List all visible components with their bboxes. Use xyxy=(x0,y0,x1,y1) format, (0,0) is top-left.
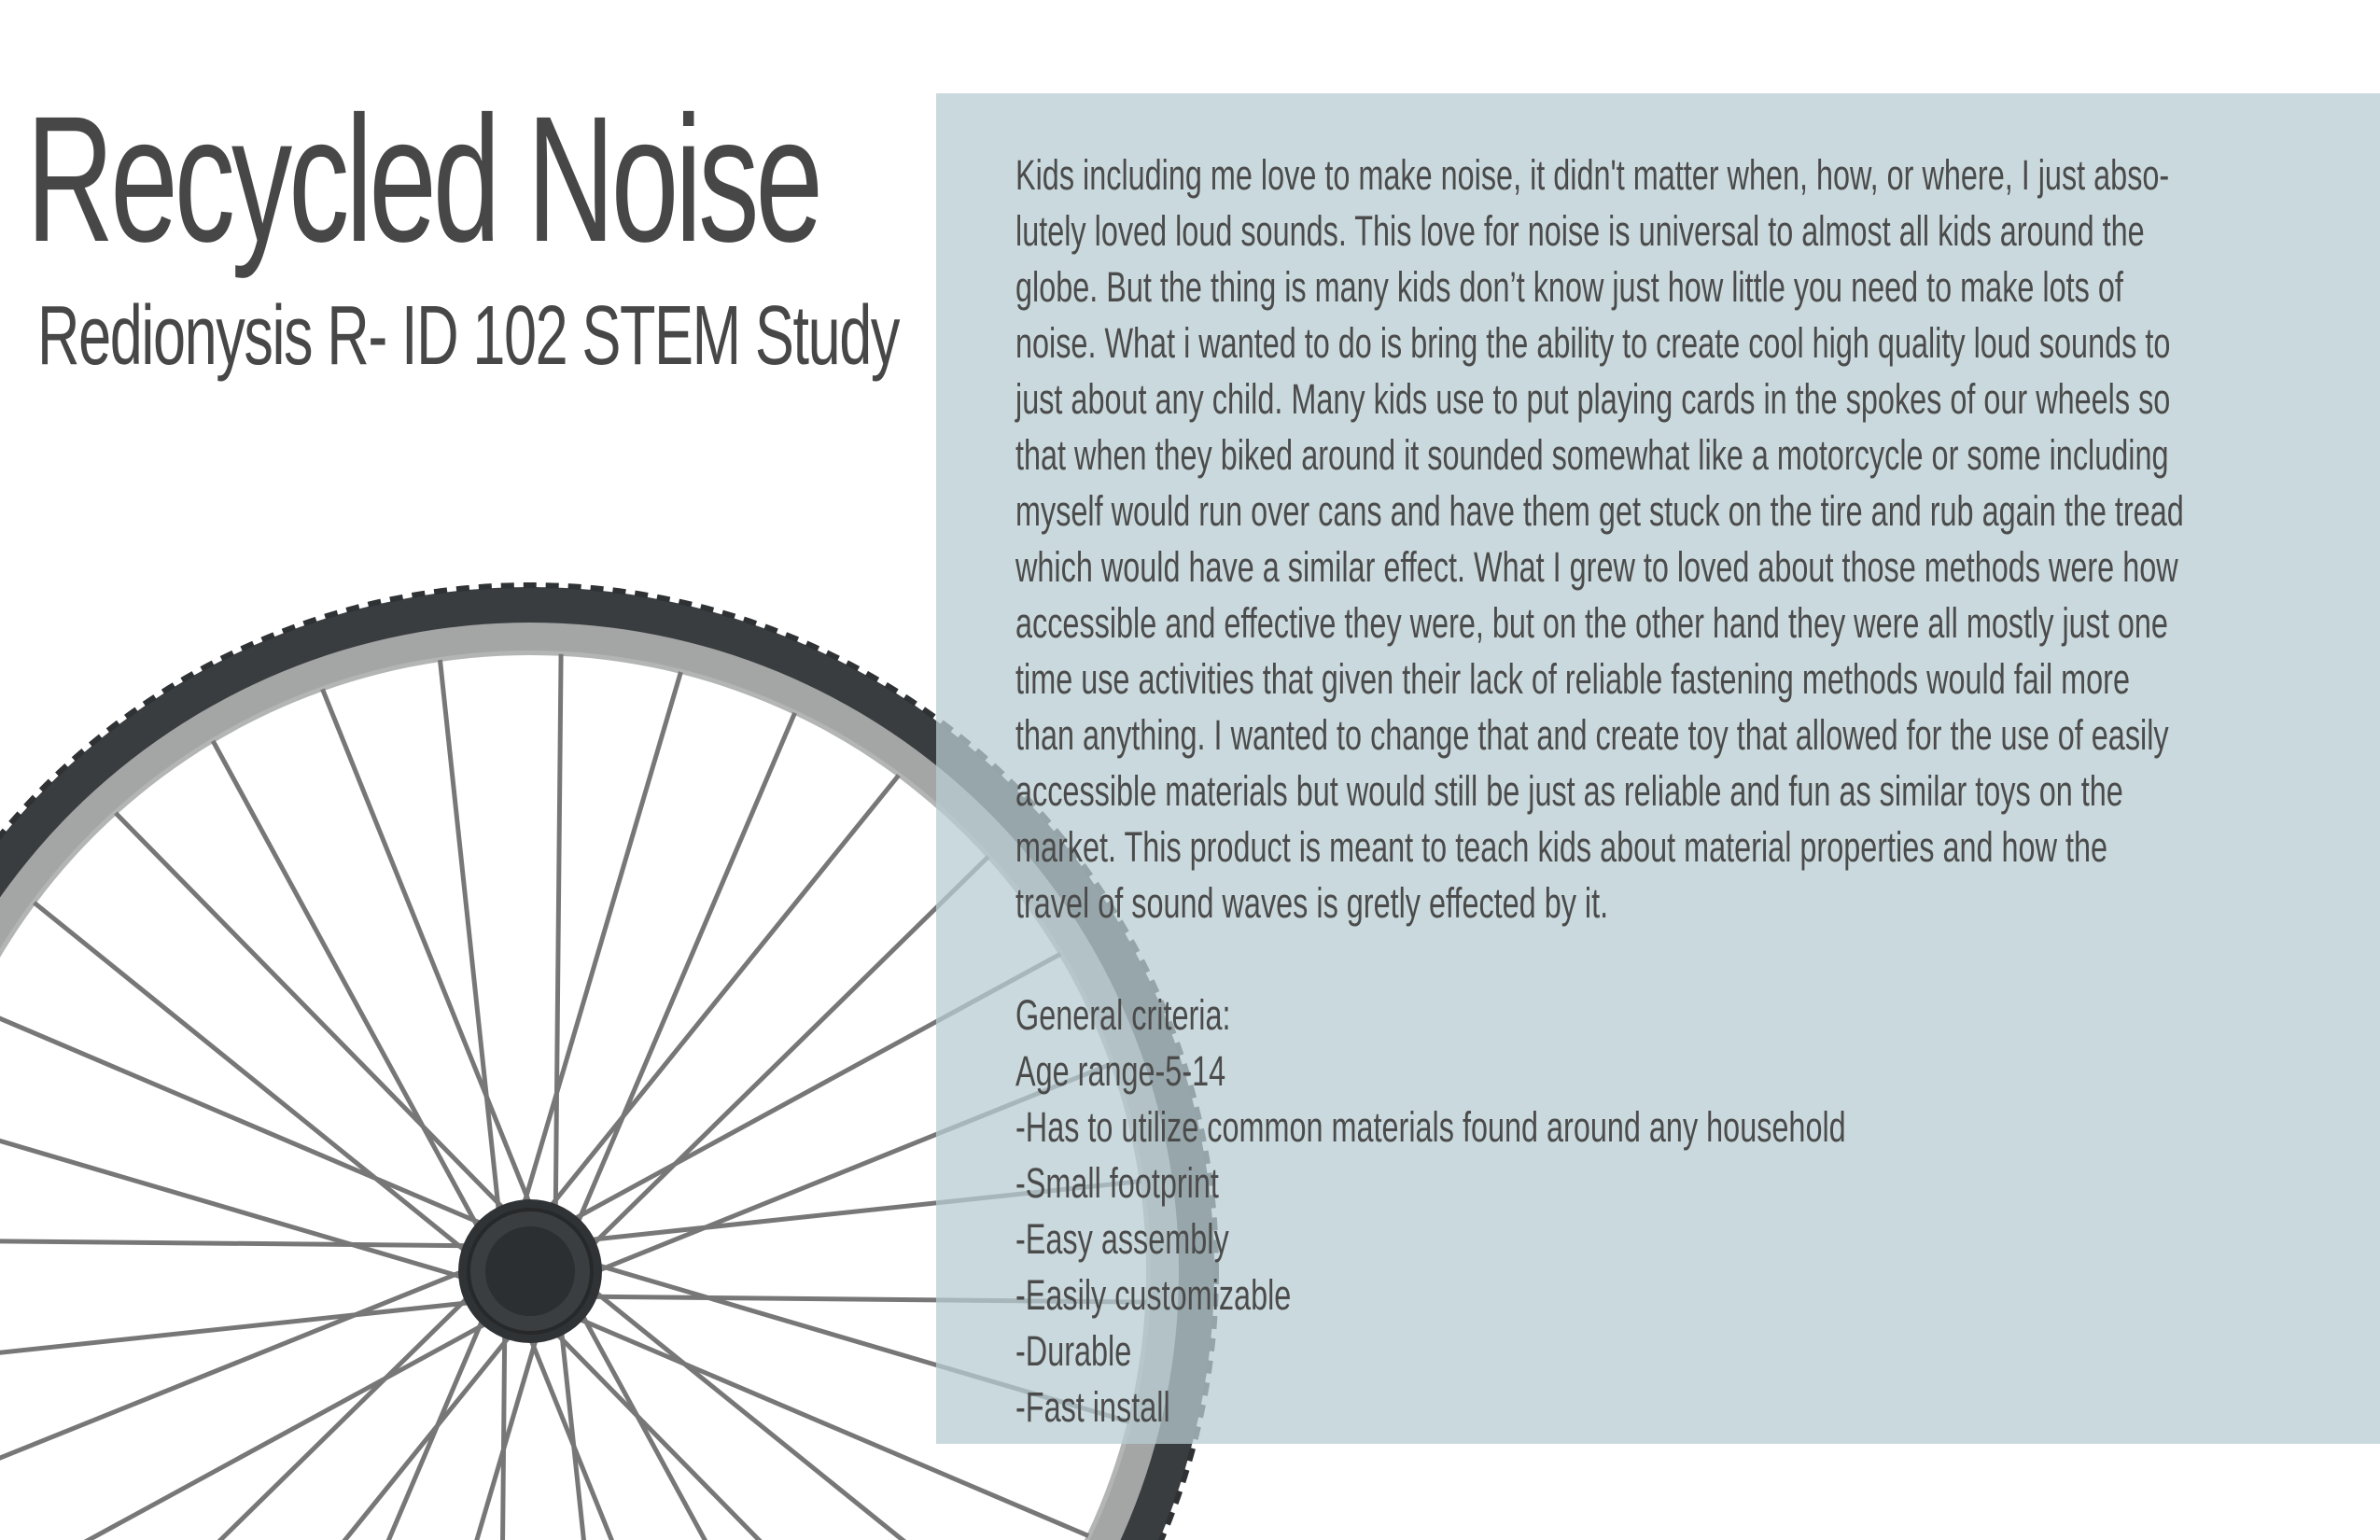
body-line: myself would run over cans and have them get stuck on the tire and rub again the tread xyxy=(1015,487,2184,535)
body-line: that when they biked around it sounded somewhat like a motorcycle or some including xyxy=(1015,431,2169,479)
panel-text xyxy=(1015,147,2184,1435)
body-line: just about any child. Many kids use to put playing cards in the spokes of our wheels so xyxy=(1015,375,2171,423)
criteria-item: -Easily customizable xyxy=(1015,1271,1292,1319)
description-body xyxy=(1015,147,2184,931)
criteria-item: -Has to utilize common materials found around any household xyxy=(1015,1103,1846,1151)
body-line: than anything. I wanted to change that and create toy that allowed for the use of easily xyxy=(1015,711,2169,759)
body-line: noise. What i wanted to do is bring the ability to create cool high quality loud sounds to xyxy=(1015,319,2171,367)
body-line: lutely loved loud sounds. This love for noise is universal to almost all kids around the xyxy=(1015,207,2145,255)
page-title: Recycled Noise xyxy=(26,78,819,279)
criteria-list xyxy=(1015,987,1998,1435)
page-subtitle: Redionysis R- ID 102 STEM Study xyxy=(37,289,899,383)
body-line: Kids including me love to make noise, it didn't matter when, how, or where, I just abso- xyxy=(1015,151,2170,199)
body-line: time use activities that given their lack of reliable fastening methods would fail more xyxy=(1015,655,2130,703)
criteria-item: Age range-5-14 xyxy=(1015,1047,1226,1095)
body-line: accessible and effective they were, but on the other hand they were all mostly just one xyxy=(1015,599,2168,647)
body-line: globe. But the thing is many kids don’t know just how little you need to make lots of xyxy=(1015,263,2123,311)
criteria-item: -Easy assembly xyxy=(1015,1215,1229,1263)
criteria-item: -Fast install xyxy=(1015,1383,1170,1431)
body-line: which would have a similar effect. What I grew to loved about those methods were how xyxy=(1015,543,2178,591)
body-line: travel of sound waves is gretly effected by it. xyxy=(1015,879,1609,927)
criteria-item: -Durable xyxy=(1015,1327,1132,1375)
body-line: market. This product is meant to teach kids about material properties and how the xyxy=(1015,823,2108,871)
hub-center xyxy=(485,1226,575,1316)
criteria-item: -Small footprint xyxy=(1015,1159,1219,1207)
body-line: accessible materials but would still be just as reliable and fun as similar toys on the xyxy=(1015,767,2123,815)
criteria-heading: General criteria: xyxy=(1015,991,1231,1039)
